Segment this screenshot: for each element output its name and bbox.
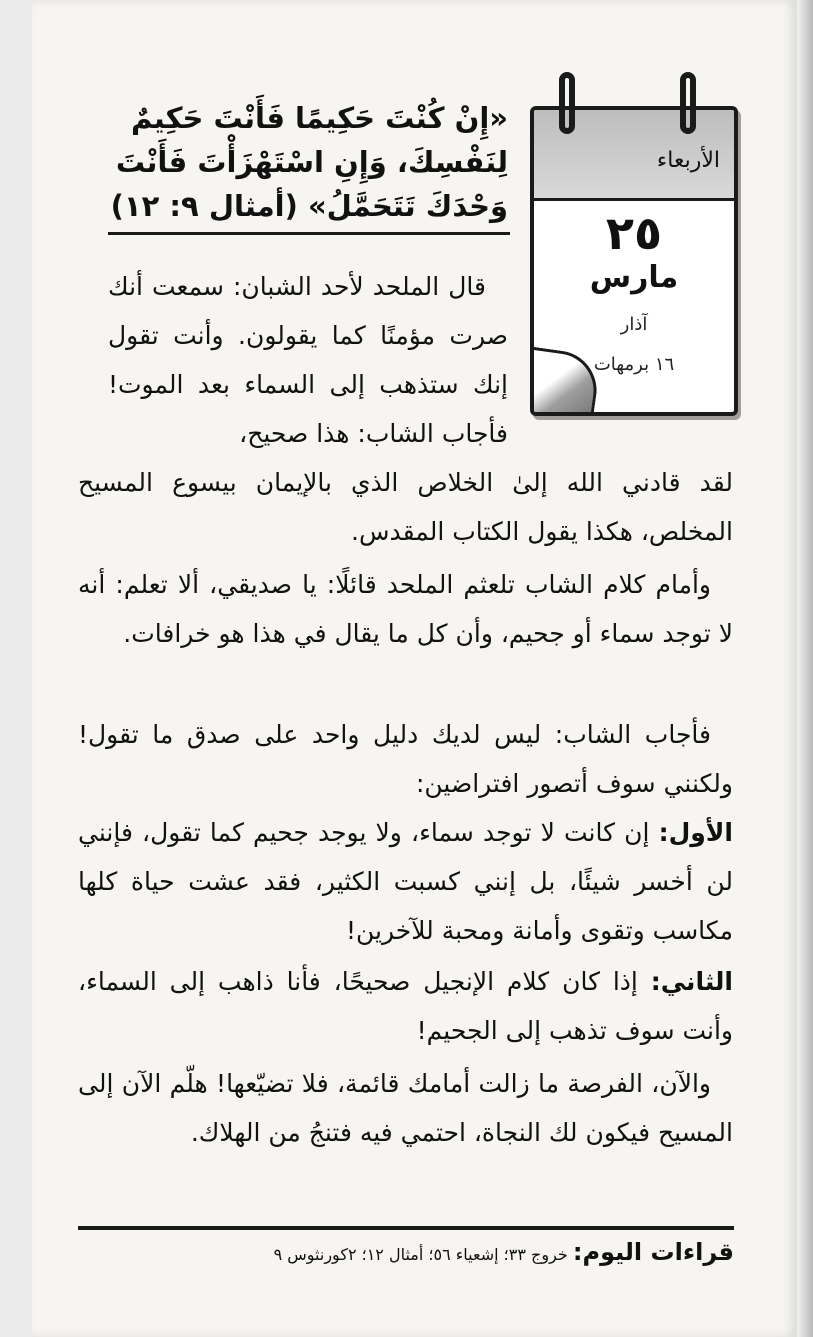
- paragraph-4: فأجاب الشاب: ليس لديك دليل واحد على صدق ما تقول! ولكنني سوف أتصور افتراضين:: [78, 720, 733, 798]
- daily-verse: «إِنْ كُنْتَ حَكِيمًا فَأَنْتَ حَكِيمٌ لِنَفْسِكَ، وَإِنِ اسْتَهْزَأْتَ فَأَنْتَ وَحْدَكَ تَتَحَمَّلُ» (أمثال ٩: ١٢): [110, 101, 508, 223]
- paragraph-6: [78, 957, 733, 1055]
- paragraph-1: قال الملحد لأحد الشبان: سمعت أنك صرت مؤمنًا كما يقولون. وأنت تقول إنك ستذهب إلى السماء بعد الموت! فأجاب الشاب: هذا صحيح،: [108, 272, 508, 448]
- binder-ring-icon: [559, 72, 575, 134]
- calendar-date: ٢٥: [605, 206, 663, 260]
- first-assumption-label: الأول:: [658, 818, 733, 847]
- second-assumption-label: الثاني:: [650, 967, 733, 996]
- daily-readings: [78, 1238, 734, 1266]
- footer-divider: [78, 1226, 734, 1230]
- page-edge: [797, 0, 813, 1337]
- daily-readings-list: خروج ٣٣؛ إشعياء ٥٦؛ أمثال ١٢؛ ٢كورنثوس ٩: [273, 1245, 568, 1264]
- paragraph-5: [78, 808, 733, 955]
- first-assumption-text: إن كانت لا توجد سماء، ولا يوجد جحيم كما تقول، فإنني لن أخسر شيئًا، بل إنني كسبت الكثير، فقد عشت حياة كلها مكاسب وتقوى وأمانة ومحبة للآخرين!: [78, 818, 733, 945]
- paragraph-2: لقد قادني الله إلىٰ الخلاص الذي بالإيمان بيسوع المسيح المخلص، هكذا يقول الكتاب المقدس.: [78, 468, 733, 546]
- calendar-month: مارس: [589, 260, 679, 295]
- verse-divider: [108, 232, 510, 235]
- calendar-card: [530, 106, 738, 416]
- calendar-day-name: الأربعاء: [656, 148, 720, 173]
- binder-ring-icon: [680, 72, 696, 134]
- calendar-syriac-month: آذار: [620, 314, 648, 335]
- paragraph-3: وأمام كلام الشاب تلعثم الملحد قائلًا: يا صديقي، ألا تعلم: أنه لا توجد سماء أو جحيم، وأن كل ما يقال في هذا هو خرافات.: [78, 570, 733, 648]
- second-assumption-text: إذا كان كلام الإنجيل صحيحًا، فأنا ذاهب إلى السماء، وأنت سوف تذهب إلى الجحيم!: [78, 967, 733, 1045]
- paragraph-7: والآن، الفرصة ما زالت أمامك قائمة، فلا تضيّعها! هلّم الآن إلى المسيح فيكون لك النجاة، احتمي فيه فتنجُ من الهلاك.: [78, 1069, 733, 1147]
- calendar-coptic-date: ١٦ برمهات: [593, 354, 675, 375]
- daily-readings-label: قراءات اليوم:: [572, 1238, 734, 1266]
